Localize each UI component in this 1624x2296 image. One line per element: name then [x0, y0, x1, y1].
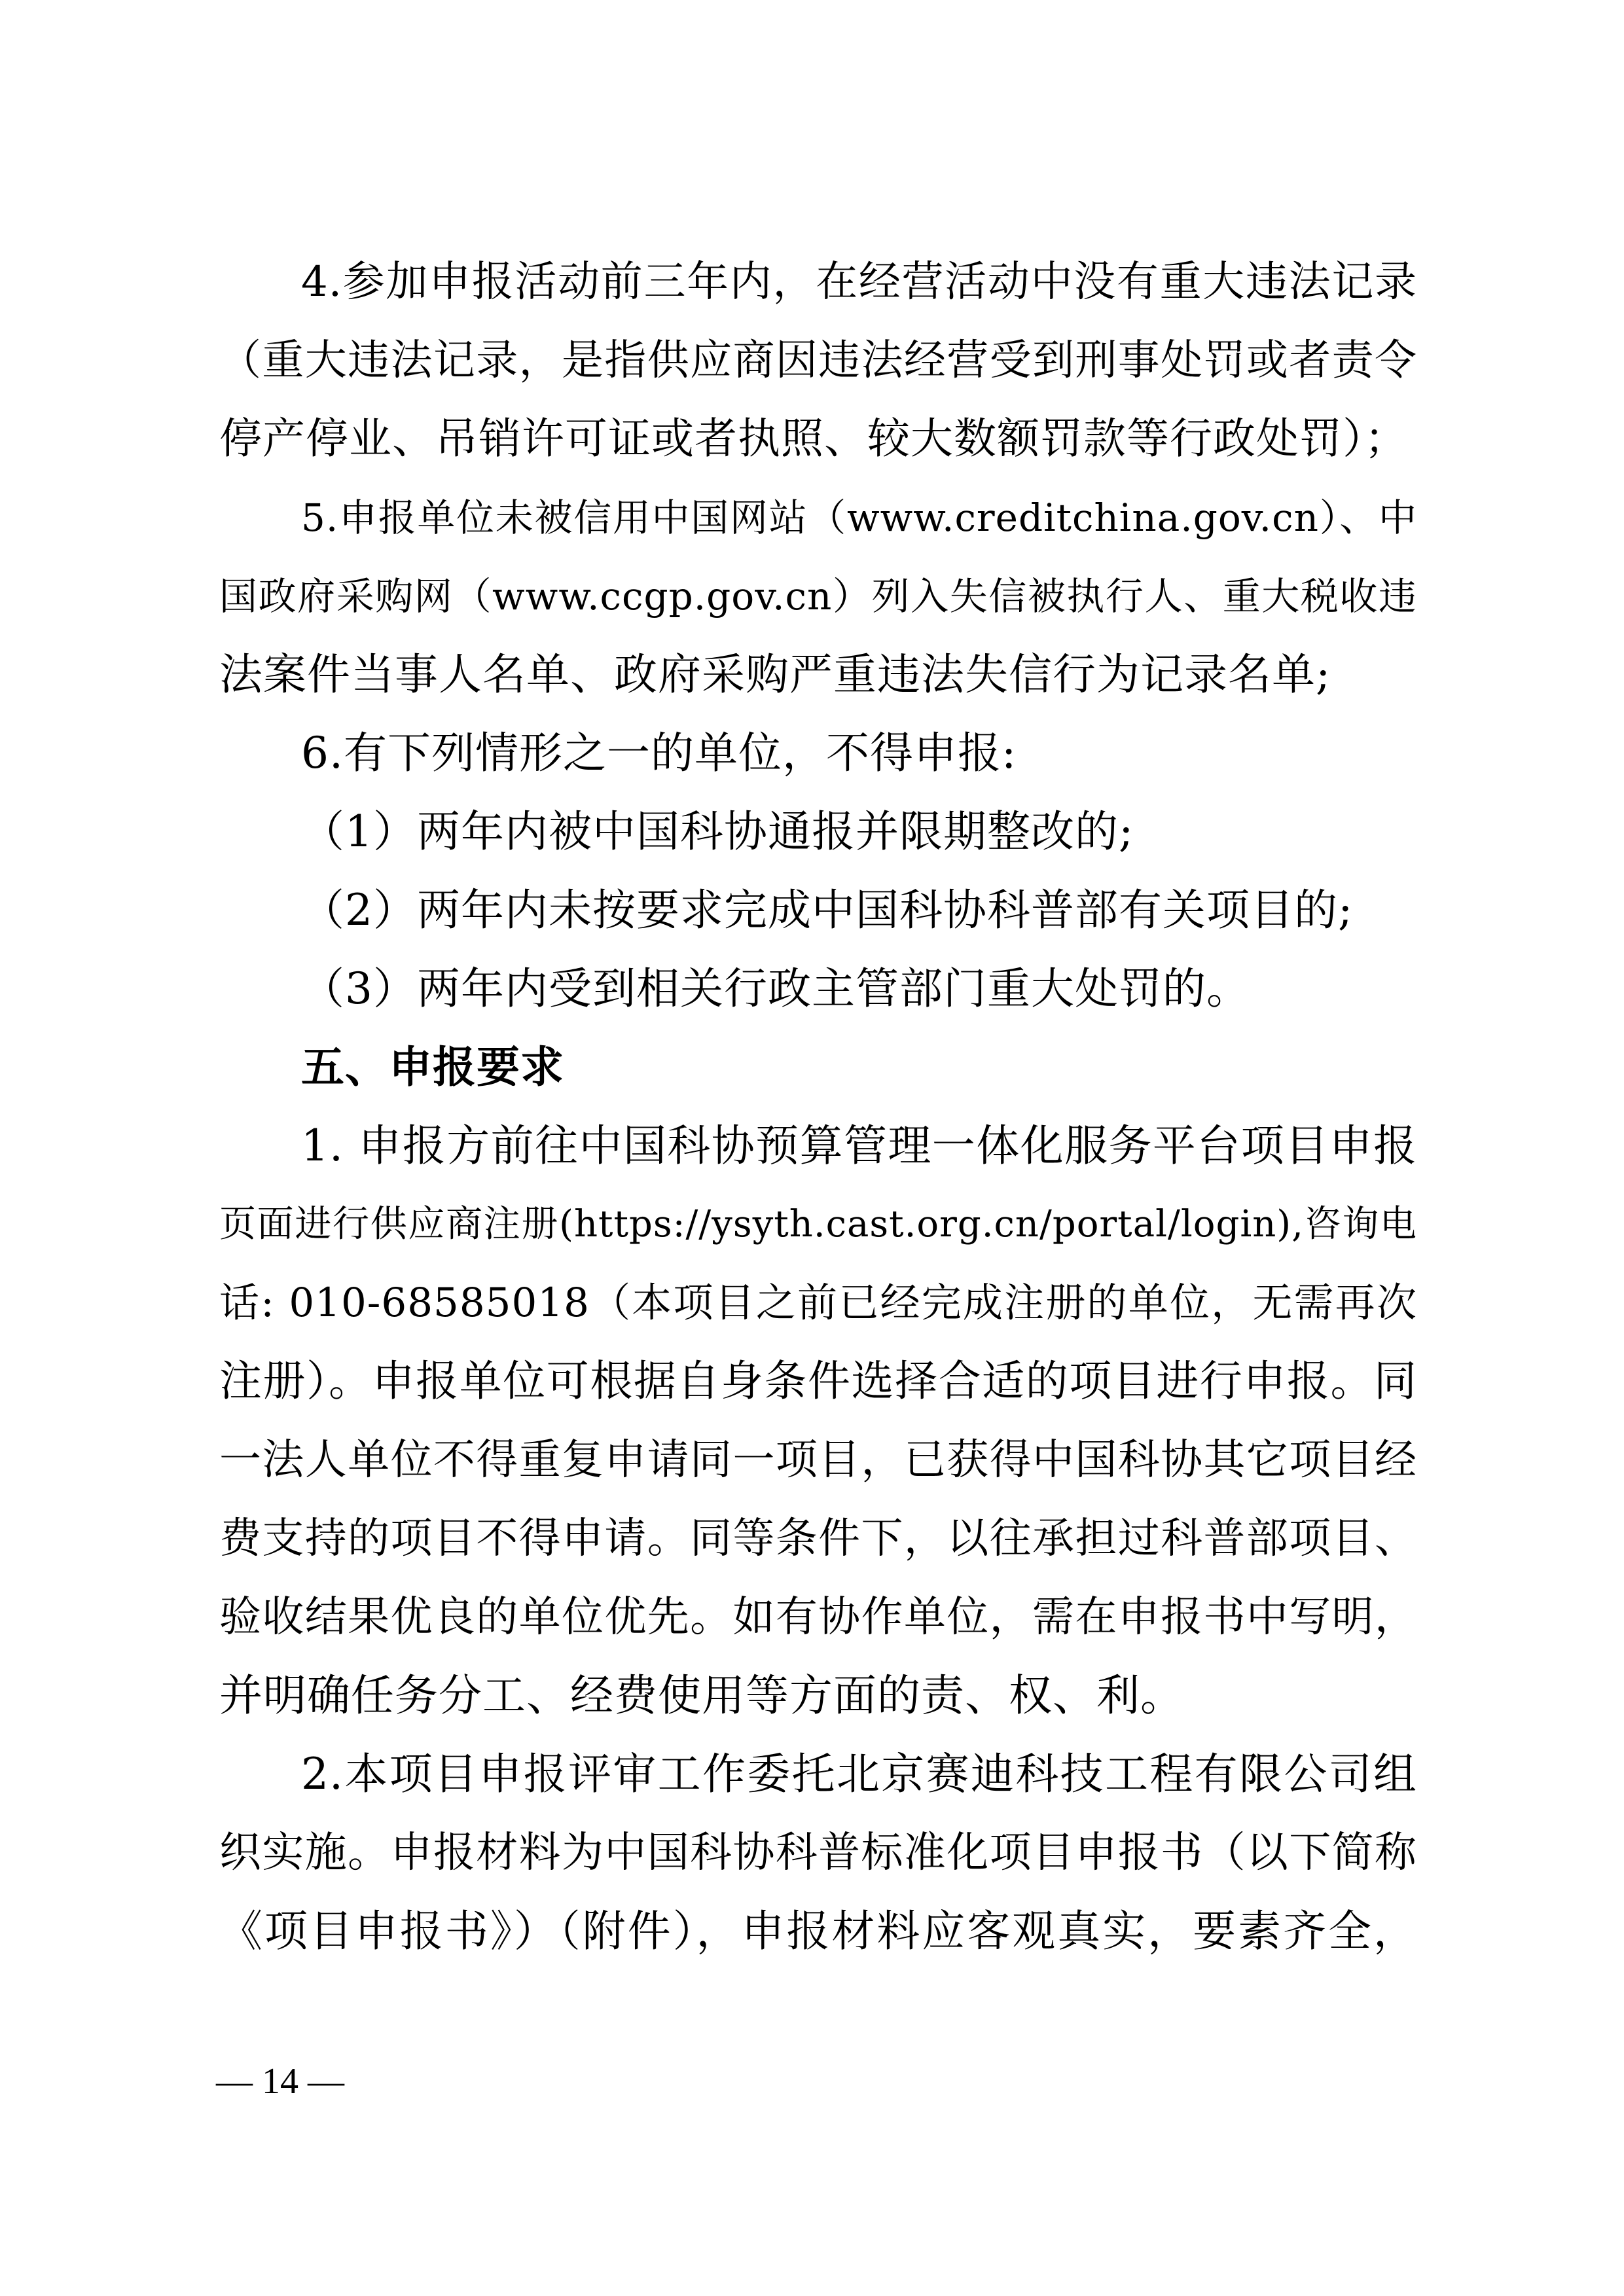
list-item: （1）两年内被中国科协通报并限期整改的;: [301, 806, 1134, 857]
paragraph-line: 并明确任务分工、经费使用等方面的责、权、利。: [219, 1670, 1184, 1721]
paragraph-line: 《项目申报书》）（附件），申报材料应客观真实，要素齐全，: [219, 1906, 1417, 1956]
paragraph-line: 一法人单位不得重复申请同一项目，已获得中国科协其它项目经: [219, 1436, 1417, 1484]
paragraph-line: 4.参加申报活动前三年内，在经营活动中没有重大违法记录: [301, 258, 1417, 306]
paragraph-line: 法案件当事人名单、政府采购严重违法失信行为记录名单;: [219, 649, 1331, 700]
list-item: （2）两年内未按要求完成中国科协科普部有关项目的;: [301, 885, 1354, 935]
paragraph-line: 2.本项目申报评审工作委托北京赛迪科技工程有限公司组: [301, 1749, 1417, 1799]
paragraph-line: 费支持的项目不得申请。同等条件下，以往承担过科普部项目、: [219, 1515, 1417, 1563]
paragraph-line: 话: 010-68585018（本项目之前已经完成注册的单位，无需再次: [219, 1280, 1417, 1326]
paragraph-line: 5.申报单位未被信用中国网站（www.creditchina.gov.cn）、中: [301, 495, 1417, 540]
paragraph-line: 1. 申报方前往中国科协预算管理一体化服务平台项目申报: [301, 1121, 1417, 1171]
paragraph-line: （重大违法记录，是指供应商因违法经营受到刑事处罚或者责令: [219, 336, 1417, 385]
paragraph-line: 验收结果优良的单位优先。如有协作单位，需在申报书中写明，: [219, 1593, 1417, 1641]
paragraph-line: 6.有下列情形之一的单位，不得申报:: [301, 728, 1017, 778]
paragraph-line: 停产停业、吊销许可证或者执照、较大数额罚款等行政处罚）；: [219, 414, 1408, 463]
paragraph-line: 织实施。申报材料为中国科协科普标准化项目申报书（以下简称: [219, 1829, 1417, 1877]
paragraph-line: 页面进行供应商注册(https://ysyth.cast.org.cn/portal/login),咨询电: [219, 1203, 1417, 1246]
page-number: — 14 —: [216, 2061, 344, 2102]
section-heading: 五、申报要求: [301, 1042, 564, 1092]
paragraph-line: 注册）。申报单位可根据自身条件选择合适的项目进行申报。同: [219, 1357, 1417, 1406]
paragraph-line: 国政府采购网（www.ccgp.gov.cn）列入失信被执行人、重大税收违: [219, 574, 1417, 619]
list-item: （3）两年内受到相关行政主管部门重大处罚的。: [301, 963, 1250, 1014]
